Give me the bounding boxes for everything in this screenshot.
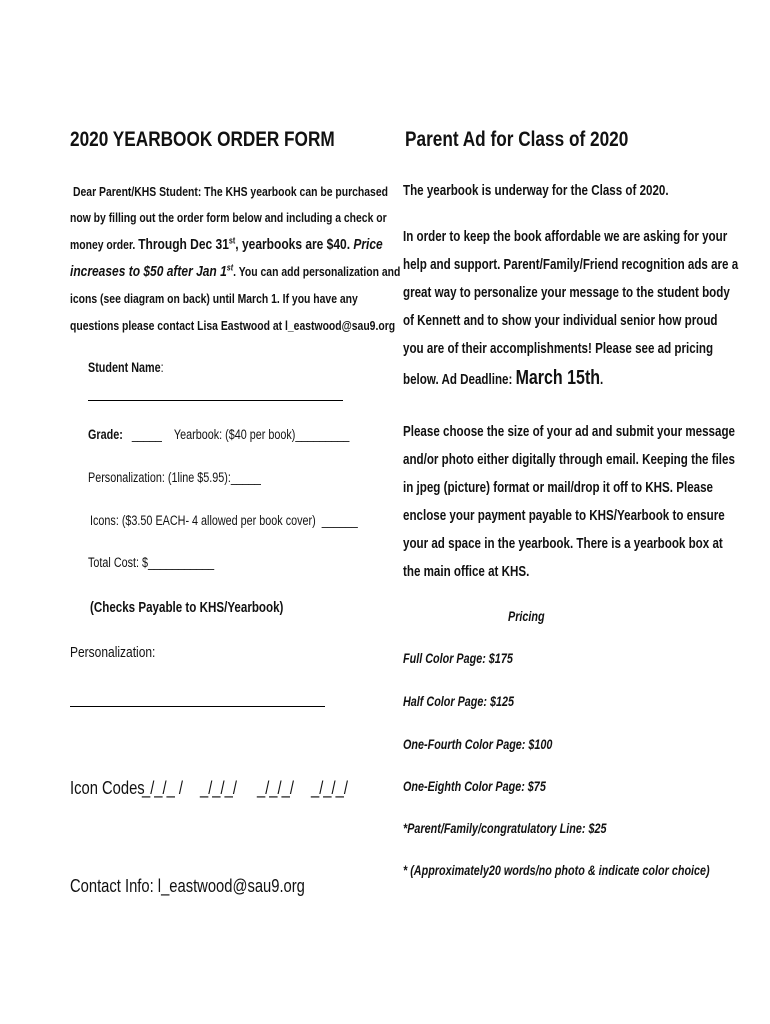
pricing-item: *Parent/Family/congratulatory Line: $25 — [403, 821, 607, 836]
ad-deadline-line — [403, 367, 603, 390]
right-p2-line: great way to personalize your message to the student body — [403, 285, 730, 301]
intro-text: , yearbooks are $40. — [235, 236, 354, 253]
pricing-item: * (Approximately20 words/no photo & indicate color choice) — [403, 863, 710, 878]
personalization-price-label: Personalization: (1line $5.95): — [88, 470, 231, 485]
intro-line-4 — [70, 258, 400, 285]
icons-row — [90, 513, 358, 528]
icon-code-field-2[interactable]: _/_/_/ — [200, 778, 237, 798]
parent-ad-title: Parent Ad for Class of 2020 — [405, 128, 629, 151]
intro-text: increases to $50 after Jan 1 — [70, 263, 227, 280]
right-p2-line: of Kennett and to show your individual senior how proud — [403, 313, 718, 329]
intro-line-1: Dear Parent/KHS Student: The KHS yearbook can be purchased — [73, 184, 388, 199]
intro-sup: st — [226, 262, 234, 273]
right-p3-line: the main office at KHS. — [403, 564, 530, 580]
pricing-item: Full Color Page: $175 — [403, 651, 513, 666]
grade-row — [88, 427, 349, 442]
order-form-title: 2020 YEARBOOK ORDER FORM — [70, 128, 335, 151]
checks-payable-note: (Checks Payable to KHS/Yearbook) — [90, 600, 284, 616]
student-name-field[interactable] — [88, 400, 343, 401]
pricing-item: One-Eighth Color Page: $75 — [403, 779, 546, 794]
icons-label: Icons: ($3.50 EACH- 4 allowed per book cover) — [90, 513, 316, 528]
student-name-colon: : — [160, 360, 164, 375]
right-p3-line: in jpeg (picture) format or mail/drop it off to KHS. Please — [403, 480, 714, 496]
icons-field[interactable]: ______ — [321, 513, 358, 528]
right-p3-line: your ad space in the yearbook. There is a yearbook box at — [403, 536, 723, 552]
intro-text: . You can add personalization and — [233, 264, 401, 279]
intro-sup: st — [228, 235, 236, 246]
right-p3-line: enclose your payment payable to KHS/Yearbook to ensure — [403, 508, 725, 524]
yearbook-field[interactable]: _________ — [295, 427, 350, 442]
deadline-prefix: below. Ad Deadline: — [403, 372, 516, 388]
student-name-label — [88, 360, 164, 375]
icon-code-field-3[interactable]: _/_/_/ — [257, 778, 294, 798]
icon-code-field-1[interactable]: _/_/_ / — [142, 778, 184, 798]
personalization-field[interactable] — [70, 706, 325, 707]
right-p2-line: you are of their accomplishments! Please see ad pricing — [403, 341, 714, 357]
intro-text: Price — [353, 236, 383, 253]
right-p2-line: In order to keep the book affordable we are asking for your — [403, 229, 728, 245]
pricing-item: One-Fourth Color Page: $100 — [403, 737, 553, 752]
total-cost-field[interactable]: ___________ — [148, 555, 215, 570]
icon-codes-label: Icon Codes — [70, 778, 145, 798]
total-cost-row — [88, 555, 214, 570]
deadline-suffix: . — [600, 372, 604, 388]
grade-label: Grade: — [88, 427, 123, 442]
deadline-date: March 15th — [515, 367, 601, 389]
right-p3-line: Please choose the size of your ad and submit your message — [403, 424, 735, 440]
right-paragraph-1: The yearbook is underway for the Class of 2020. — [403, 183, 669, 199]
pricing-heading: Pricing — [508, 609, 545, 624]
grade-field[interactable]: _____ — [131, 427, 162, 442]
intro-text: money order. — [70, 237, 139, 252]
right-p3-line: and/or photo either digitally through email. Keeping the files — [403, 452, 735, 468]
intro-line-2: now by filling out the order form below and including a check or — [70, 210, 387, 225]
yearbook-label: Yearbook: ($40 per book) — [173, 427, 296, 442]
student-name-text: Student Name — [88, 360, 161, 375]
personalization-label: Personalization: — [70, 644, 156, 661]
intro-line-3 — [70, 231, 383, 258]
icon-code-field-4[interactable]: _/_/_/ — [311, 778, 348, 798]
personalization-price-field[interactable]: _____ — [230, 470, 261, 485]
right-p2-line: help and support. Parent/Family/Friend recognition ads are a — [403, 257, 739, 273]
total-cost-label: Total Cost: $ — [88, 555, 149, 570]
intro-line-6: questions please contact Lisa Eastwood at l_eastwood@sau9.org — [70, 318, 396, 333]
intro-text: Through Dec 31 — [138, 236, 229, 253]
icon-codes-row — [70, 778, 145, 799]
contact-info: Contact Info: l_eastwood@sau9.org — [70, 876, 305, 896]
pricing-item: Half Color Page: $125 — [403, 694, 515, 709]
personalization-price-row — [88, 470, 261, 485]
intro-line-5: icons (see diagram on back) until March 1. If you have any — [70, 291, 358, 306]
